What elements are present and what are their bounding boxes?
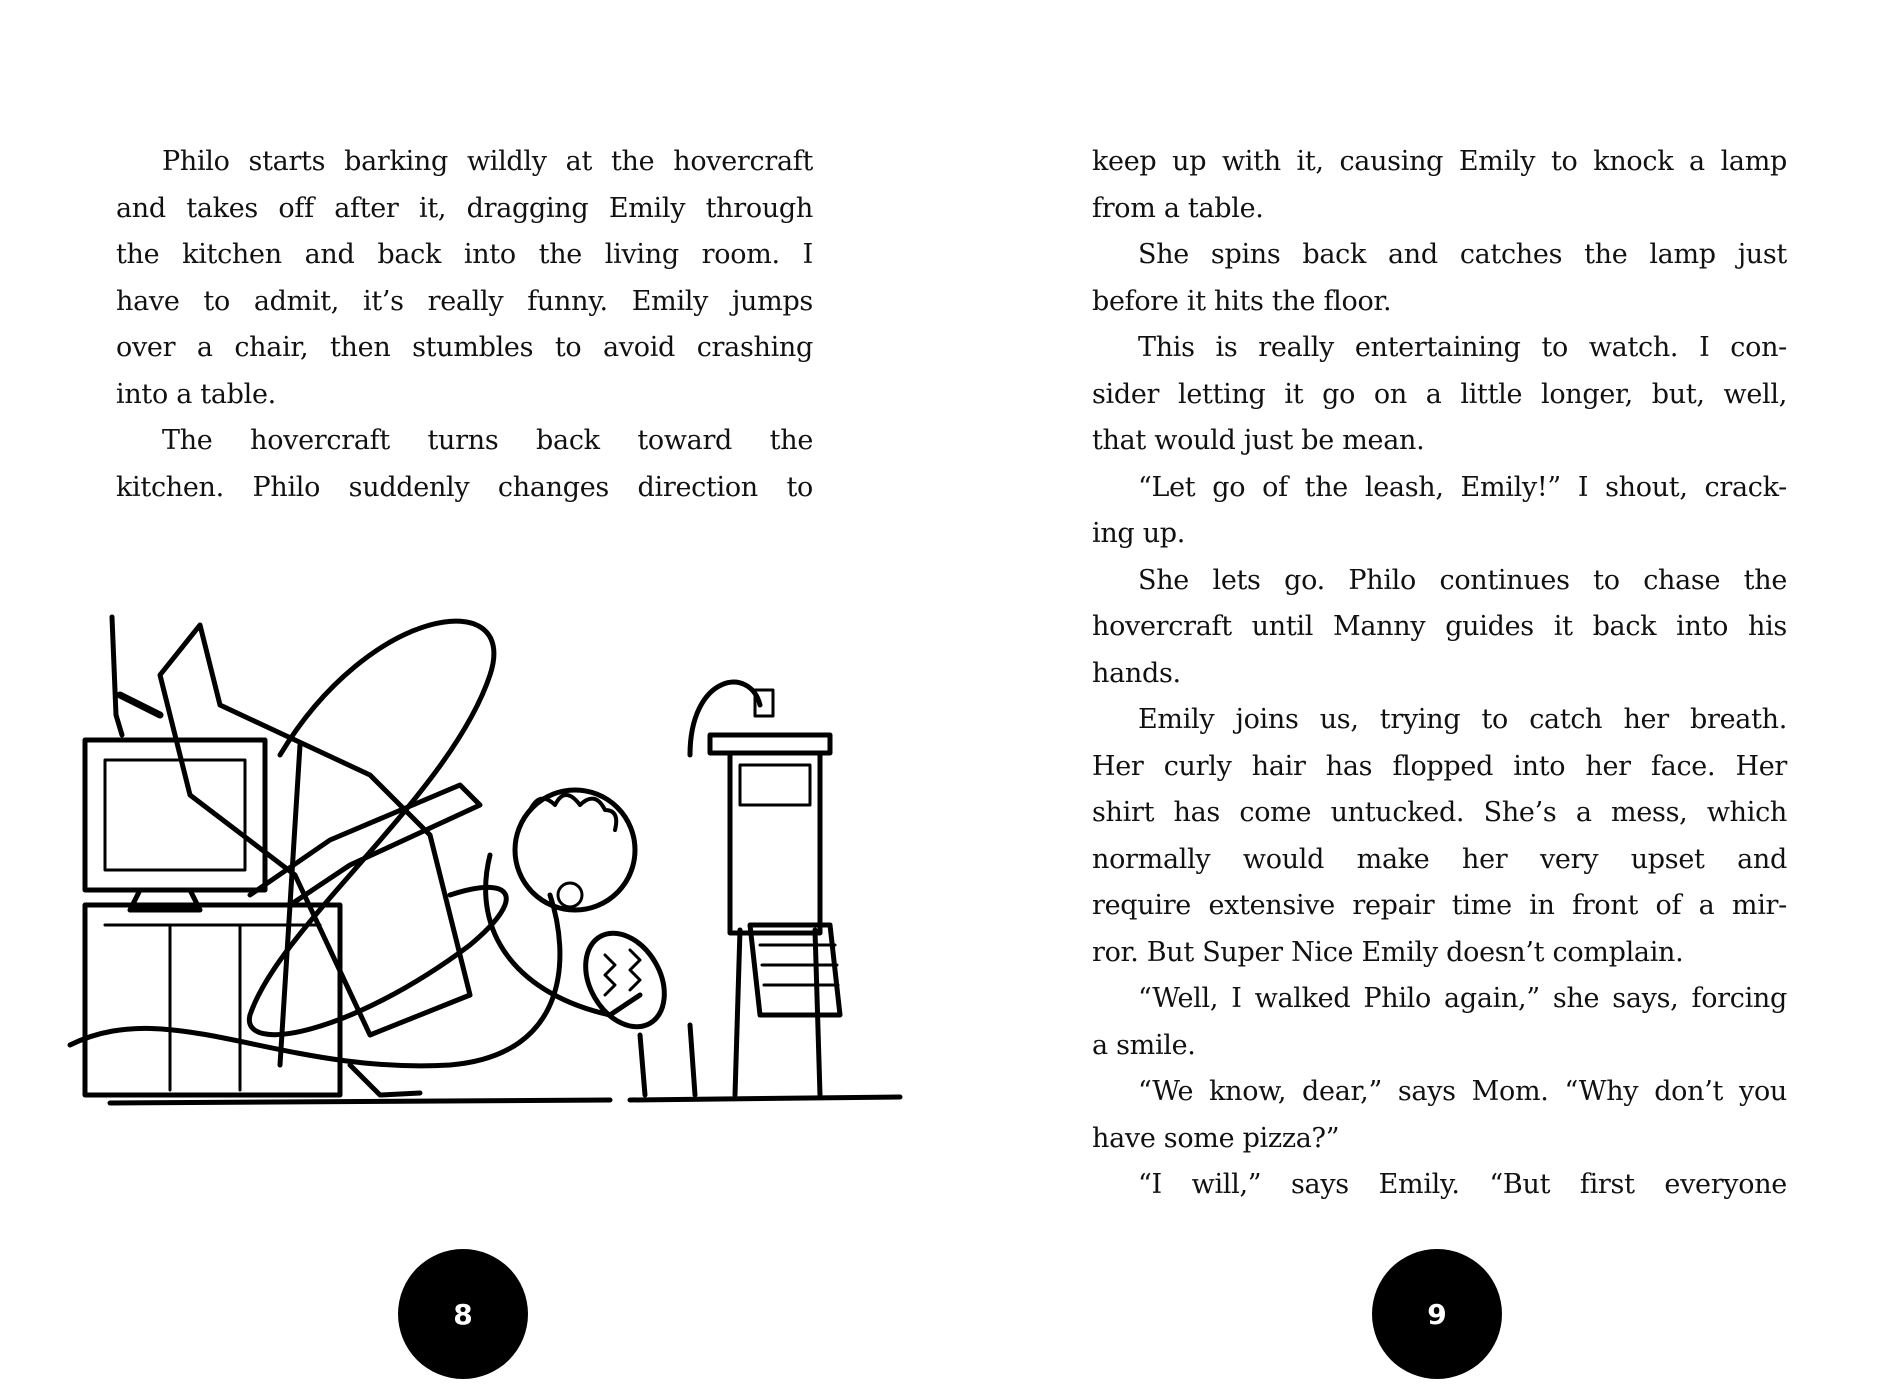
left-page-text <box>116 139 813 511</box>
text-line: normally would make her very upset and <box>1092 843 1787 875</box>
text-line: have some pizza?” <box>1092 1122 1340 1154</box>
text-line: that would just be mean. <box>1092 425 1425 456</box>
text-line: The hovercraft turns back toward the <box>162 425 813 456</box>
text-line: before it hits the floor. <box>1092 285 1392 317</box>
text-line: into a table. <box>116 378 276 410</box>
text-line: She spins back and catches the lamp just <box>1138 239 1787 270</box>
text-line: and takes off after it, dragging Emily through <box>116 192 813 224</box>
text-line: require extensive repair time in front of a mir- <box>1092 890 1787 921</box>
illustration-emily-dragged-by-leash <box>50 595 910 1120</box>
text-line: ing up. <box>1092 518 1186 549</box>
text-line: from a table. <box>1092 192 1264 224</box>
text-line: Philo starts barking wildly at the hovercraft <box>162 146 813 177</box>
text-line: over a chair, then stumbles to avoid crashing <box>116 332 813 363</box>
right-page-text <box>1092 139 1787 1209</box>
text-line: She lets go. Philo continues to chase the <box>1138 564 1787 596</box>
text-line: “We know, dear,” says Mom. “Why don’t you <box>1138 1076 1787 1107</box>
text-line: shirt has come untucked. She’s a mess, which <box>1092 797 1787 828</box>
text-line: Emily joins us, trying to catch her breath. <box>1138 704 1787 735</box>
page-number-right: 9 <box>1372 1249 1502 1379</box>
page-number-left: 8 <box>398 1249 528 1379</box>
text-line: hovercraft until Manny guides it back into his <box>1092 611 1787 642</box>
text-line: sider letting it go on a little longer, but, well, <box>1092 378 1787 410</box>
text-line: “Well, I walked Philo again,” she says, forcing <box>1138 983 1787 1014</box>
text-line: hands. <box>1092 657 1181 689</box>
text-line: “I will,” says Emily. “But first everyone <box>1138 1169 1787 1200</box>
text-line: “Let go of the leash, Emily!” I shout, crack- <box>1138 471 1787 503</box>
text-line: have to admit, it’s really funny. Emily jumps <box>116 285 813 317</box>
text-line: kitchen. Philo suddenly changes direction to <box>116 471 813 503</box>
text-line: Her curly hair has flopped into her face. Her <box>1092 750 1787 782</box>
text-line: ror. But Super Nice Emily doesn’t complain. <box>1092 936 1684 968</box>
text-line: This is really entertaining to watch. I con- <box>1138 332 1787 363</box>
text-line: the kitchen and back into the living room. I <box>116 239 813 270</box>
text-line: a smile. <box>1092 1029 1196 1061</box>
text-line: keep up with it, causing Emily to knock a lamp <box>1092 146 1787 177</box>
